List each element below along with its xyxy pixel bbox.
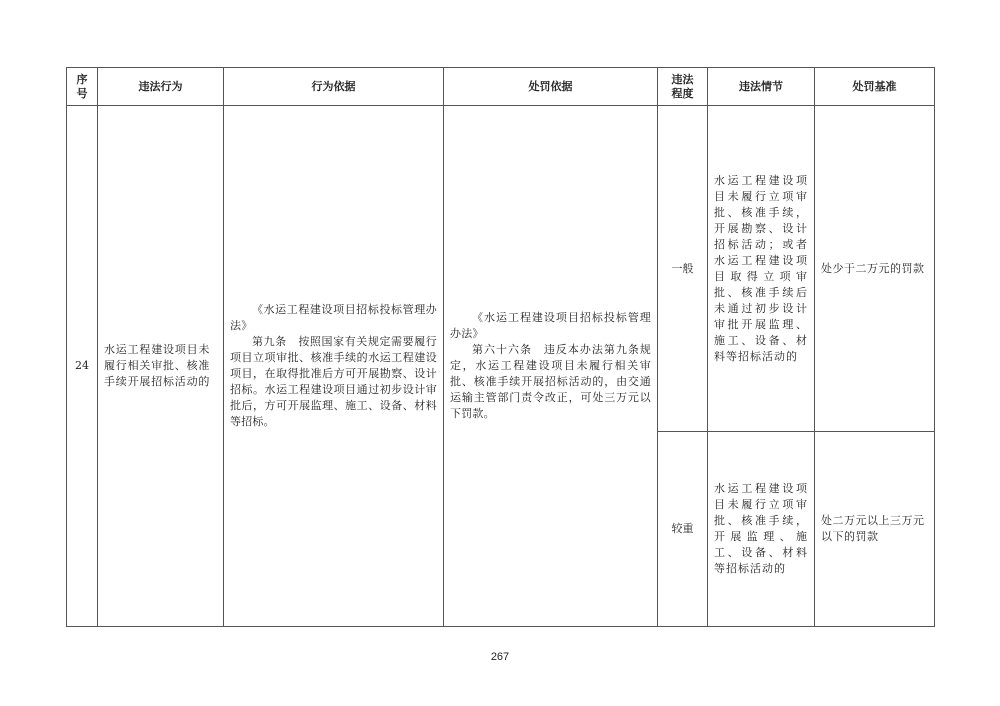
circumstance-serious-text: 水运工程建设项目未履行立项审批、核准手续，开展监理、施工、设备、材料等招标活动的 xyxy=(714,482,808,575)
circumstance-general xyxy=(708,106,815,432)
row-penalty-basis xyxy=(444,106,658,627)
row-seq: 24 xyxy=(67,106,98,627)
table-row xyxy=(67,106,935,432)
header-act: 违法行为 xyxy=(98,68,224,106)
degree-serious: 较重 xyxy=(658,432,708,627)
header-circumstance: 违法情节 xyxy=(708,68,815,106)
header-penalty-basis: 处罚依据 xyxy=(444,68,658,106)
circumstance-general-text: 水运工程建设项目未履行立项审批、核准手续，开展勘察、设计招标活动；或者水运工程建设项目取得立项审批、核准手续后未通过初步设计审批开展监理、施工、设备、材料等招标活动的 xyxy=(714,173,808,363)
penalty-basis-title: 《水运工程建设项目招标投标管理办法》 xyxy=(450,311,651,340)
circumstance-serious xyxy=(708,432,815,627)
header-degree: 违法程度 xyxy=(658,68,708,106)
header-standard: 处罚基准 xyxy=(815,68,935,106)
basis-title: 《水运工程建设项目招标投标管理办法》 xyxy=(230,303,437,332)
degree-general: 一般 xyxy=(658,106,708,432)
header-seq: 序号 xyxy=(67,68,98,106)
standard-serious: 处二万元以上三万元以下的罚款 xyxy=(815,432,935,627)
row-basis xyxy=(224,106,444,627)
page-number: 267 xyxy=(490,651,510,663)
standard-general: 处少于二万元的罚款 xyxy=(815,106,935,432)
header-basis: 行为依据 xyxy=(224,68,444,106)
basis-text: 第九条 按照国家有关规定需要履行项目立项审批、核准手续的水运工程建设项目，在取得批准后方可开展勘察、设计招标。水运工程建设项目通过初步设计审批后，方可开展监理、施工、设备、材料等招标。 xyxy=(230,335,437,428)
penalty-standard-table xyxy=(66,67,935,627)
row-act-text: 水运工程建设项目未履行相关审批、核准手续开展招标活动的 xyxy=(104,343,211,388)
row-act xyxy=(98,106,224,627)
penalty-basis-text: 第六十六条 违反本办法第九条规定，水运工程建设项目未履行相关审批、核准手续开展招标活动的，由交通运输主管部门责令改正，可处三万元以下罚款。 xyxy=(450,343,651,420)
header-row xyxy=(67,68,935,106)
